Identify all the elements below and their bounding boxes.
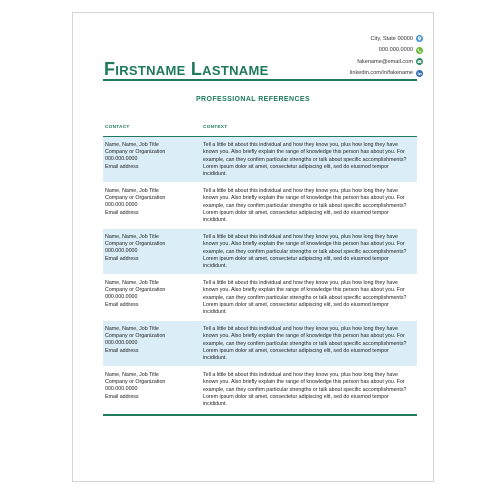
reference-name: Name, Name, Job Title xyxy=(105,142,159,148)
reference-contact xyxy=(103,234,203,274)
table-body xyxy=(103,137,417,413)
column-header-contact: CONTACT xyxy=(105,125,130,130)
reference-company: Company or Organization xyxy=(105,241,166,248)
contact-location xyxy=(283,33,423,45)
reference-context: Tell a little bit about this individual and how they know you, plus how long they have known you. Also briefly explain the range of knowledge this person has about you. For example, can they confirm particular strengths or talk about specific accomplishments? Lorem ipsum dolor sit amet, consectetur adipiscing elit, sed do eiusmod tempor incididunt. xyxy=(203,188,407,224)
reference-name: Name, Name, Job Title xyxy=(105,326,159,332)
reference-contact xyxy=(103,372,203,412)
reference-name: Name, Name, Job Title xyxy=(105,188,159,194)
reference-context: Tell a little bit about this individual and how they know you, plus how long they have known you. Also briefly explain the range of knowledge this person has about you. For example, can they confirm particular strengths or talk about specific accomplishments? Lorem ipsum dolor sit amet, consectetur adipiscing elit, sed do eiusmod tempor incididunt. xyxy=(203,234,407,270)
reference-email: Email address xyxy=(105,255,139,262)
table-row xyxy=(103,275,417,321)
linkedin-text: linkedin.com/in/fakename xyxy=(349,70,413,77)
reference-email: Email address xyxy=(105,301,139,308)
location-text: City, State 00000 xyxy=(370,35,413,42)
table-row xyxy=(103,229,417,275)
references-table xyxy=(103,124,417,416)
reference-contact xyxy=(103,142,203,182)
reference-name: Name, Name, Job Title xyxy=(105,234,159,240)
reference-name: Name, Name, Job Title xyxy=(105,280,159,286)
reference-context: Tell a little bit about this individual and how they know you, plus how long they have known you. Also briefly explain the range of knowledge this person has about you. For example, can they confirm particular strengths or talk about specific accomplishments? Lorem ipsum dolor sit amet, consectetur adipiscing elit, sed do eiusmod tempor incididunt. xyxy=(203,142,407,178)
reference-phone: 000.000.0000 xyxy=(105,202,138,209)
table-row xyxy=(103,367,417,413)
linkedin-icon xyxy=(416,70,423,77)
reference-phone: 000.000.0000 xyxy=(105,294,138,301)
reference-context: Tell a little bit about this individual and how they know you, plus how long they have known you. Also briefly explain the range of knowledge this person has about you. For example, can they confirm particular strengths or talk about specific accomplishments? Lorem ipsum dolor sit amet, consectetur adipiscing elit, sed do eiusmod tempor incididunt. xyxy=(203,372,407,408)
section-title: PROFESSIONAL REFERENCES xyxy=(195,96,311,103)
table-row xyxy=(103,321,417,367)
location-icon xyxy=(416,35,423,42)
reference-context: Tell a little bit about this individual and how they know you, plus how long they have known you. Also briefly explain the range of knowledge this person has about you. For example, can they confirm particular strengths or talk about specific accomplishments? Lorem ipsum dolor sit amet, consectetur adipiscing elit, sed do eiusmod tempor incididunt. xyxy=(203,280,407,316)
reference-email: Email address xyxy=(105,163,139,170)
phone-text: 000.000.0000 xyxy=(378,47,413,54)
reference-company: Company or Organization xyxy=(105,333,166,340)
reference-company: Company or Organization xyxy=(105,149,166,156)
reference-company: Company or Organization xyxy=(105,195,166,202)
reference-name: Name, Name, Job Title xyxy=(105,372,159,378)
table-header xyxy=(103,124,417,137)
reference-phone: 000.000.0000 xyxy=(105,340,138,347)
reference-contact xyxy=(103,188,203,228)
reference-company: Company or Organization xyxy=(105,287,166,294)
document-page xyxy=(72,12,434,482)
reference-phone: 000.000.0000 xyxy=(105,386,138,393)
email-text: fakename@email.com xyxy=(357,58,413,65)
column-header-context: CONTEXT xyxy=(203,125,228,130)
reference-email: Email address xyxy=(105,347,139,354)
header-divider xyxy=(103,79,417,81)
contact-phone xyxy=(283,45,423,57)
reference-phone: 000.000.0000 xyxy=(105,156,138,163)
email-icon xyxy=(416,58,423,65)
reference-company: Company or Organization xyxy=(105,379,166,386)
applicant-name: Firstname Lastname xyxy=(104,59,269,79)
reference-phone: 000.000.0000 xyxy=(105,248,138,255)
reference-contact xyxy=(103,280,203,320)
contact-linkedin xyxy=(283,68,423,80)
table-row xyxy=(103,183,417,229)
reference-email: Email address xyxy=(105,393,139,400)
table-row xyxy=(103,137,417,183)
table-bottom-divider xyxy=(103,414,417,416)
contact-info xyxy=(283,33,423,79)
reference-contact xyxy=(103,326,203,366)
phone-icon xyxy=(416,47,423,54)
reference-context: Tell a little bit about this individual and how they know you, plus how long they have known you. Also briefly explain the range of knowledge this person has about you. For example, can they confirm particular strengths or talk about specific accomplishments? Lorem ipsum dolor sit amet, consectetur adipiscing elit, sed do eiusmod tempor incididunt. xyxy=(203,326,407,362)
reference-email: Email address xyxy=(105,209,139,216)
contact-email xyxy=(283,56,423,68)
